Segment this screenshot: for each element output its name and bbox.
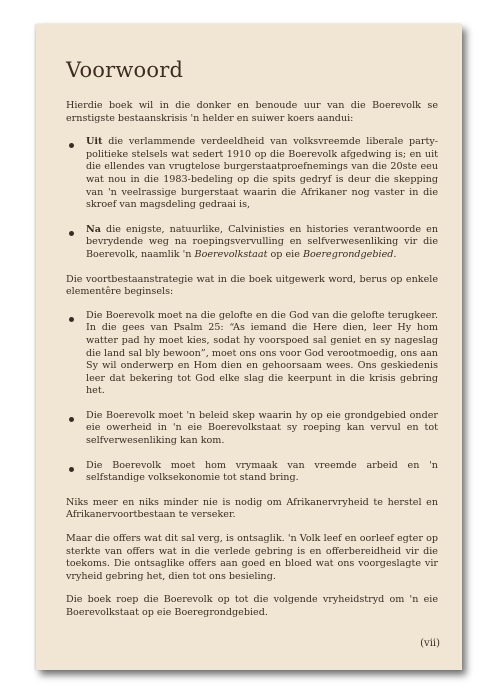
bullet-list-a [66, 136, 438, 261]
book-page [36, 24, 462, 670]
list-item [66, 460, 438, 485]
bullet-text: Die Boerevolk moet 'n beleid skep waarin hy op eie grondgebied onder eie owerheid in 'n eie Boerevolkstaat sy roeping kan vervul en tot selfverwesenliking kan kom. [86, 409, 438, 447]
list-item [66, 224, 438, 262]
bullet-lead: Na [86, 223, 101, 235]
bullet-icon [69, 417, 74, 422]
closing-paragraph-3: Die boek roep die Boerevolk op tot die volgende vryheidstryd om 'n eie Boerevolkstaat op eie Boeregrondgebied. [66, 594, 438, 618]
bullet-icon [69, 317, 74, 322]
bullet-text: Die Boerevolk moet na die gelofte en die God van die gelofte terugkeer. In die gees van Psalm 25: “As iemand die Here dien, leer Hy hom watter pad hy moet kies, sodat hy voorspoed sal geniet en sy nageslag die land sal bly bewoon”, moet ons ons voor God verootmoedig, ons aan Sy wil onderwerp en Hom dien en gehoorsaam wees. Ons geskiedenis leer dat bekering tot God elke slag die keerpunt in die krisis gebring het. [86, 309, 438, 397]
bullet-emphasis: Boerevolkstaat [194, 248, 268, 260]
list-item [66, 136, 438, 212]
intro-paragraph: Hierdie boek wil in die donker en benoude uur van die Boerevolk se ernstigste bestaanskrisis 'n helder en suiwer koers aandui: [66, 100, 438, 124]
page-title: Voorwoord [66, 58, 184, 82]
bullet-icon [69, 143, 74, 148]
page-content [66, 100, 438, 631]
bullet-text: Die Boerevolk moet hom vrymaak van vreemde arbeid en 'n selfstandige volksekonomie tot stand bring. [86, 459, 438, 484]
bullet-icon [69, 231, 74, 236]
bullet-text: op eie [267, 248, 303, 260]
bullet-icon [69, 467, 74, 472]
list-item [66, 310, 438, 398]
bullet-list-b [66, 310, 438, 485]
list-item [66, 410, 438, 448]
bullet-text: die verlammende verdeeldheid van volksvreemde liberale party-politieke stelsels wat sedert 1910 op die Boerevolk afgedwing is; en uit die ellendes van vrugtelose burgerstaatproefnemings van die 20ste eeu wat nou in die 1983-bedeling op die spits gedryf is deur die skepping van 'n veelrassige burgerstaat waarin die Afrikaner nog vaster in die skroef van magsdeling gedraai is, [86, 136, 438, 211]
closing-paragraph-2: Maar die offers wat dit sal verg, is ontsaglik. 'n Volk leef en oorleef egter op sterkte van offers wat in die verlede gebring is en offerbereidheid vir die toekoms. Die ontsaglike offers aan goed en bloed wat ons voorgeslagte vir vryheid gebring het, dien tot ons besieling. [66, 533, 438, 582]
bullet-lead: Uit [86, 136, 103, 148]
bullet-emphasis: Boeregrondgebied. [302, 248, 397, 260]
bullet-text: die enigste, natuurlike, Calvinisties en histories verantwoorde en bevrydende weg na roepingsvervulling en selfverwesenliking vir die Boerevolk, naamlik 'n [86, 223, 438, 260]
page-number: (vii) [420, 638, 440, 649]
closing-paragraph-1: Niks meer en niks minder nie is nodig om Afrikanervryheid te herstel en Afrikanervoortbestaan te verseker. [66, 496, 438, 521]
mid-paragraph: Die voortbestaanstrategie wat in die boek uitgewerk word, berus op enkele elementêre beginsels: [66, 273, 438, 298]
